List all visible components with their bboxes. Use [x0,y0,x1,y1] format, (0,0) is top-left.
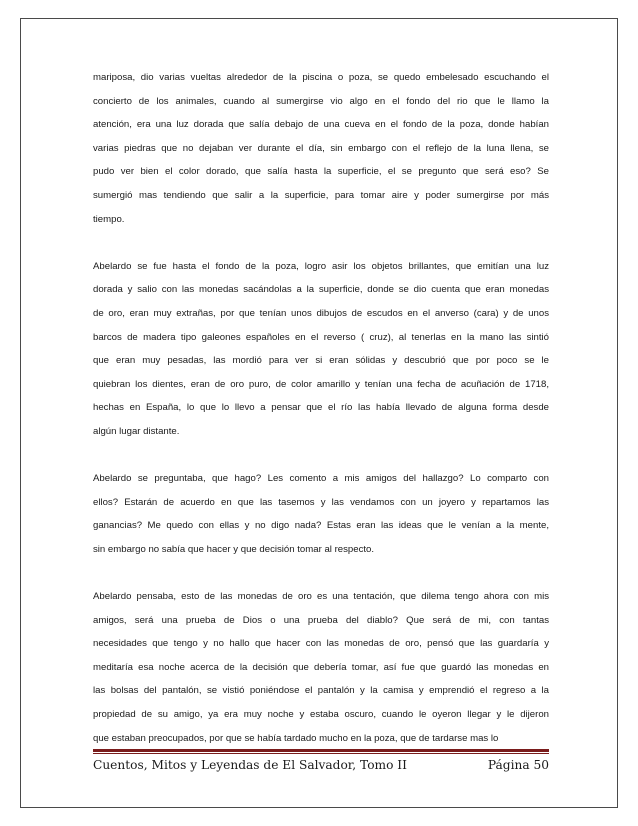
paragraph-gap [93,561,549,585]
body-text [93,66,549,750]
text-line: algún lugar distante. [93,425,180,437]
footer-rule-thin [93,753,549,754]
text-line: meditaría esa noche acerca de la decisión que debería tomar, así fue que guardó las monedas en [93,661,549,673]
text-line: Abelardo se preguntaba, que hago? Les comento a mis amigos del hallazgo? Lo comparto con [93,473,549,485]
text-line: sumergió mas tendiendo que salir a la superficie, para tomar aire y poder sumergirse por más [93,189,549,201]
paragraph-gap [93,444,549,468]
text-line: que eran muy pesadas, las mordió para ver si eran sólidas y descubrió que por poco se le [93,355,549,367]
text-line: Abelardo se fue hasta el fondo de la poza, logro asir los objetos brillantes, que emitían una luz [93,260,549,272]
text-line: necesidades que tengo y no hallo que hacer con las monedas de oro, pensó que las guardaría y [93,638,549,650]
page-number: Página 50 [487,758,549,772]
text-line: barcos de madera tipo galeones españoles en el reverso ( cruz), al tenerlas en la mano las sintió [93,331,549,343]
text-line: amigos, será una prueba de Dios o una prueba del diablo? Que será de mi, con tantas [93,614,549,626]
text-line: pudo ver bien el color dorado, que salía hasta la superficie, el se pregunto que será eso? Se [93,166,549,178]
text-line: hechas en España, lo que lo llevo a pensar que el río las había llevado de alguna forma desde [93,402,549,414]
text-line: atención, era una luz dorada que salía debajo de una cueva en el fondo de la poza, donde habían [93,119,549,131]
footer-title: Cuentos, Mitos y Leyendas de El Salvador, Tomo II [93,758,407,772]
paragraph-gap [93,231,549,255]
text-line: ellos? Estarán de acuerdo en que las tasemos y las vendamos con un joyero y repartamos las [93,496,549,508]
text-line: varias piedras que no dejaban ver durante el día, sin embargo con el reflejo de la luna llena, se [93,142,549,154]
text-line: dorada y salio con las monedas sacándolas a la superficie, donde se dio cuenta que eran monedas [93,284,549,296]
text-line: que estaban preocupados, por que se había tardado mucho en la poza, que de tardarse mas lo [93,732,499,744]
text-line: ganancias? Me quedo con ellas y no digo nada? Estas eran las ideas que le venían a la mente, [93,520,549,532]
text-line: concierto de los animales, cuando al sumergirse vio algo en el fondo del rio que le llamo la [93,95,549,107]
text-line: tiempo. [93,213,125,225]
footer-rule-thick [93,749,549,752]
text-line: mariposa, dio varias vueltas alrededor de la piscina o poza, se quedo embelesado escuchando el [93,72,549,83]
text-line: de oro, eran muy extrañas, por que tenían unos dibujos de escudos en el anverso (cara) y de unos [93,307,549,319]
text-line: quiebran los dientes, eran de oro puro, de color amarillo y tenían una fecha de acuñación de 1718, [93,378,549,390]
text-line: sin embargo no sabía que hacer y que decisión tomar al respecto. [93,543,375,555]
text-line: Abelardo pensaba, esto de las monedas de oro es una tentación, que dilema tengo ahora con mis [93,591,549,603]
text-line: las bolsas del pantalón, se vistió poniéndose el pantalón y la camisa y emprendió el regreso a la [93,685,549,697]
text-line: propiedad de su amigo, ya era muy noche y estaba oscuro, cuando le oyeron llegar y le dijeron [93,709,549,721]
